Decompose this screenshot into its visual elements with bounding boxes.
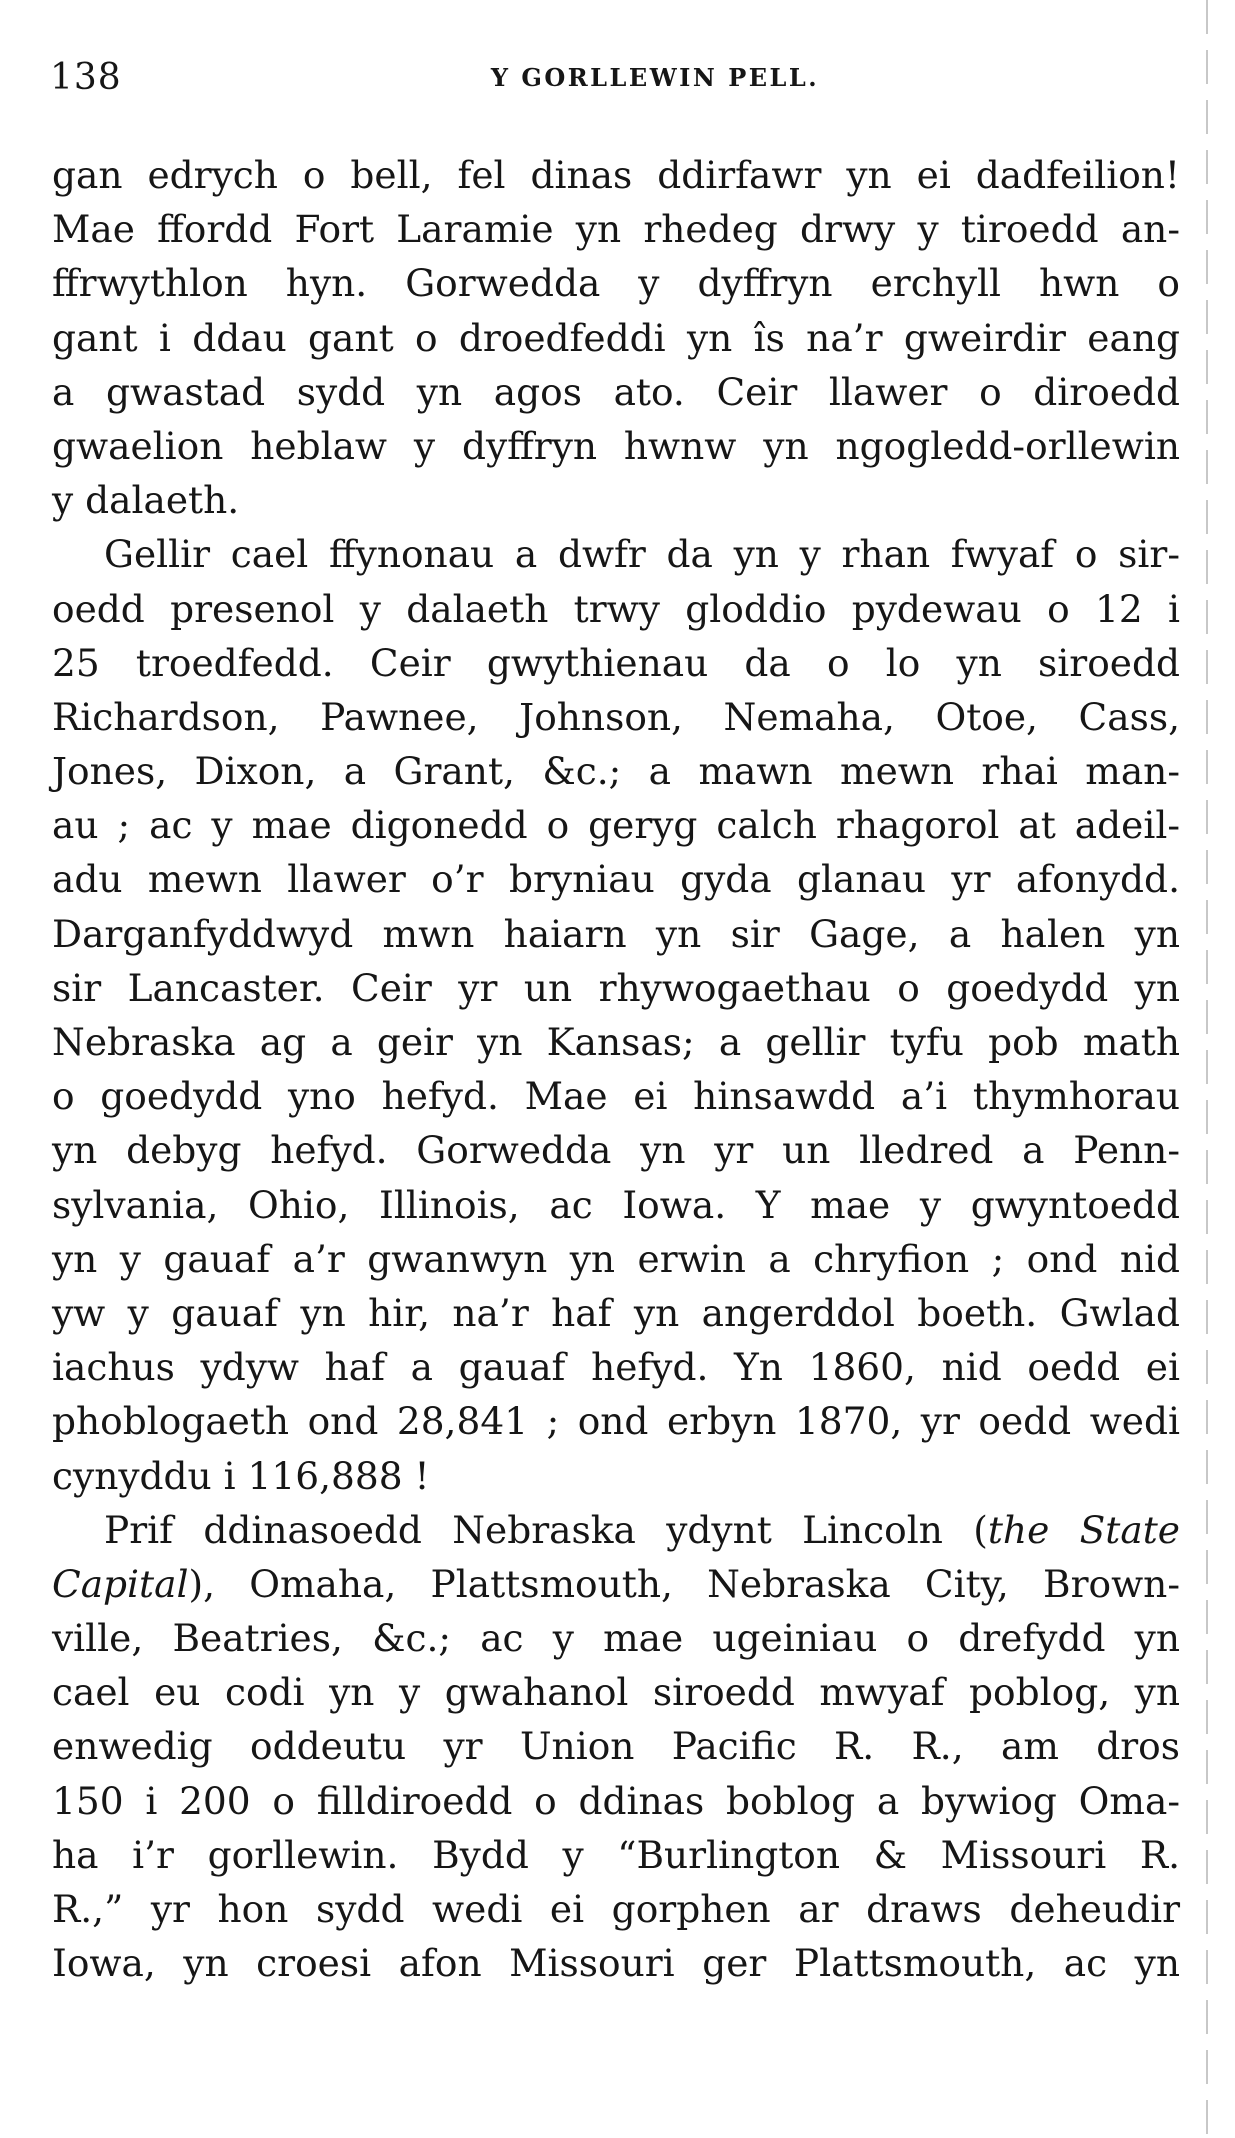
- text-segment: ), Omaha, Plattsmouth, Nebraska City, Brown-: [188, 1561, 1180, 1606]
- text-line: Mae ffordd Fort Laramie yn rhedeg drwy y tiroedd an-: [52, 207, 1180, 252]
- text-line: Darganfyddwyd mwn haiarn yn sir Gage, a halen yn: [52, 911, 1180, 956]
- text-line: gwaelion heblaw y dyffryn hwnw yn ngogledd-orllewin: [52, 423, 1180, 468]
- text-line: oedd presenol y dalaeth trwy gloddio pydewau o 12 i: [52, 586, 1180, 631]
- text-line-with-italic: [52, 1557, 1180, 1611]
- text-line: 150 i 200 o filldiroedd o ddinas boblog a bywiog Oma-: [52, 1778, 1180, 1823]
- page-header: [50, 48, 1180, 108]
- italic-phrase: the State: [987, 1507, 1180, 1552]
- italic-phrase: Capital: [52, 1561, 189, 1606]
- text-line: R.,” yr hon sydd wedi ei gorphen ar draws deheudir: [52, 1887, 1180, 1931]
- text-line: cynyddu i 116,888 !: [52, 1453, 430, 1498]
- text-line: adu mewn llawer o’r bryniau gyda glanau yr afonydd.: [52, 857, 1180, 902]
- text-line-with-italic: [52, 1503, 1180, 1557]
- text-line: ffrwythlon hyn. Gorwedda y dyffryn erchyll hwn o: [52, 261, 1180, 306]
- text-line: sir Lancaster. Ceir yr un rhywogaethau o goedydd yn: [52, 965, 1180, 1010]
- text-line: Nebraska ag a geir yn Kansas; a gellir tyfu pob math: [52, 1020, 1180, 1064]
- text-line: iachus ydyw haf a gauaf hefyd. Yn 1860, nid oedd ei: [52, 1345, 1180, 1390]
- text-line: yw y gauaf yn hir, na’r haf yn angerddol boeth. Gwlad: [52, 1290, 1180, 1335]
- text-line: gan edrych o bell, fel dinas ddirfawr yn ei dadfeilion!: [52, 153, 1180, 197]
- body-text: [52, 148, 1180, 1990]
- text-segment: Prif ddinasoedd Nebraska ydynt Lincoln (: [104, 1507, 988, 1552]
- text-line: phoblogaeth ond 28,841 ; ond erbyn 1870, yr oedd wedi: [52, 1399, 1180, 1444]
- text-line: au ; ac y mae digonedd o geryg calch rhagorol at adeil-: [52, 803, 1180, 848]
- text-line: cael eu codi yn y gwahanol siroedd mwyaf poblog, yn: [52, 1670, 1180, 1715]
- text-line: enwedig oddeutu yr Union Pacific R. R., am dros: [52, 1724, 1180, 1769]
- text-line: Richardson, Pawnee, Johnson, Nemaha, Otoe, Cass,: [52, 694, 1180, 739]
- text-line: Gellir cael ffynonau a dwfr da yn y rhan fwyaf o sir-: [104, 532, 1180, 577]
- text-line: ville, Beatries, &c.; ac y mae ugeiniau o drefydd yn: [52, 1616, 1180, 1661]
- text-line: o goedydd yno hefyd. Mae ei hinsawdd a’i thymhorau: [52, 1074, 1180, 1119]
- text-line: gant i ddau gant o droedfeddi yn îs na’r gweirdir eang: [52, 315, 1180, 360]
- text-line: y dalaeth.: [52, 478, 240, 523]
- text-line: Iowa, yn croesi afon Missouri ger Plattsmouth, ac yn: [52, 1941, 1180, 1986]
- text-line: yn debyg hefyd. Gorwedda yn yr un lledred a Penn-: [52, 1128, 1180, 1173]
- running-title: Y GORLLEWIN PELL.: [490, 63, 820, 92]
- text-line: a gwastad sydd yn agos ato. Ceir llawer o diroedd: [52, 369, 1180, 414]
- text-line: ha i’r gorllewin. Bydd y “Burlington & Missouri R.: [52, 1832, 1180, 1877]
- page-number: 138: [50, 57, 122, 98]
- text-line: Jones, Dixon, a Grant, &c.; a mawn mewn rhai man-: [52, 749, 1180, 794]
- text-line: yn y gauaf a’r gwanwyn yn erwin a chryfion ; ond nid: [52, 1236, 1180, 1281]
- page-edge-rule: [1206, 0, 1208, 2138]
- text-line: 25 troedfedd. Ceir gwythienau da o lo yn siroedd: [52, 640, 1180, 685]
- text-line: sylvania, Ohio, Illinois, ac Iowa. Y mae y gwyntoedd: [52, 1182, 1180, 1227]
